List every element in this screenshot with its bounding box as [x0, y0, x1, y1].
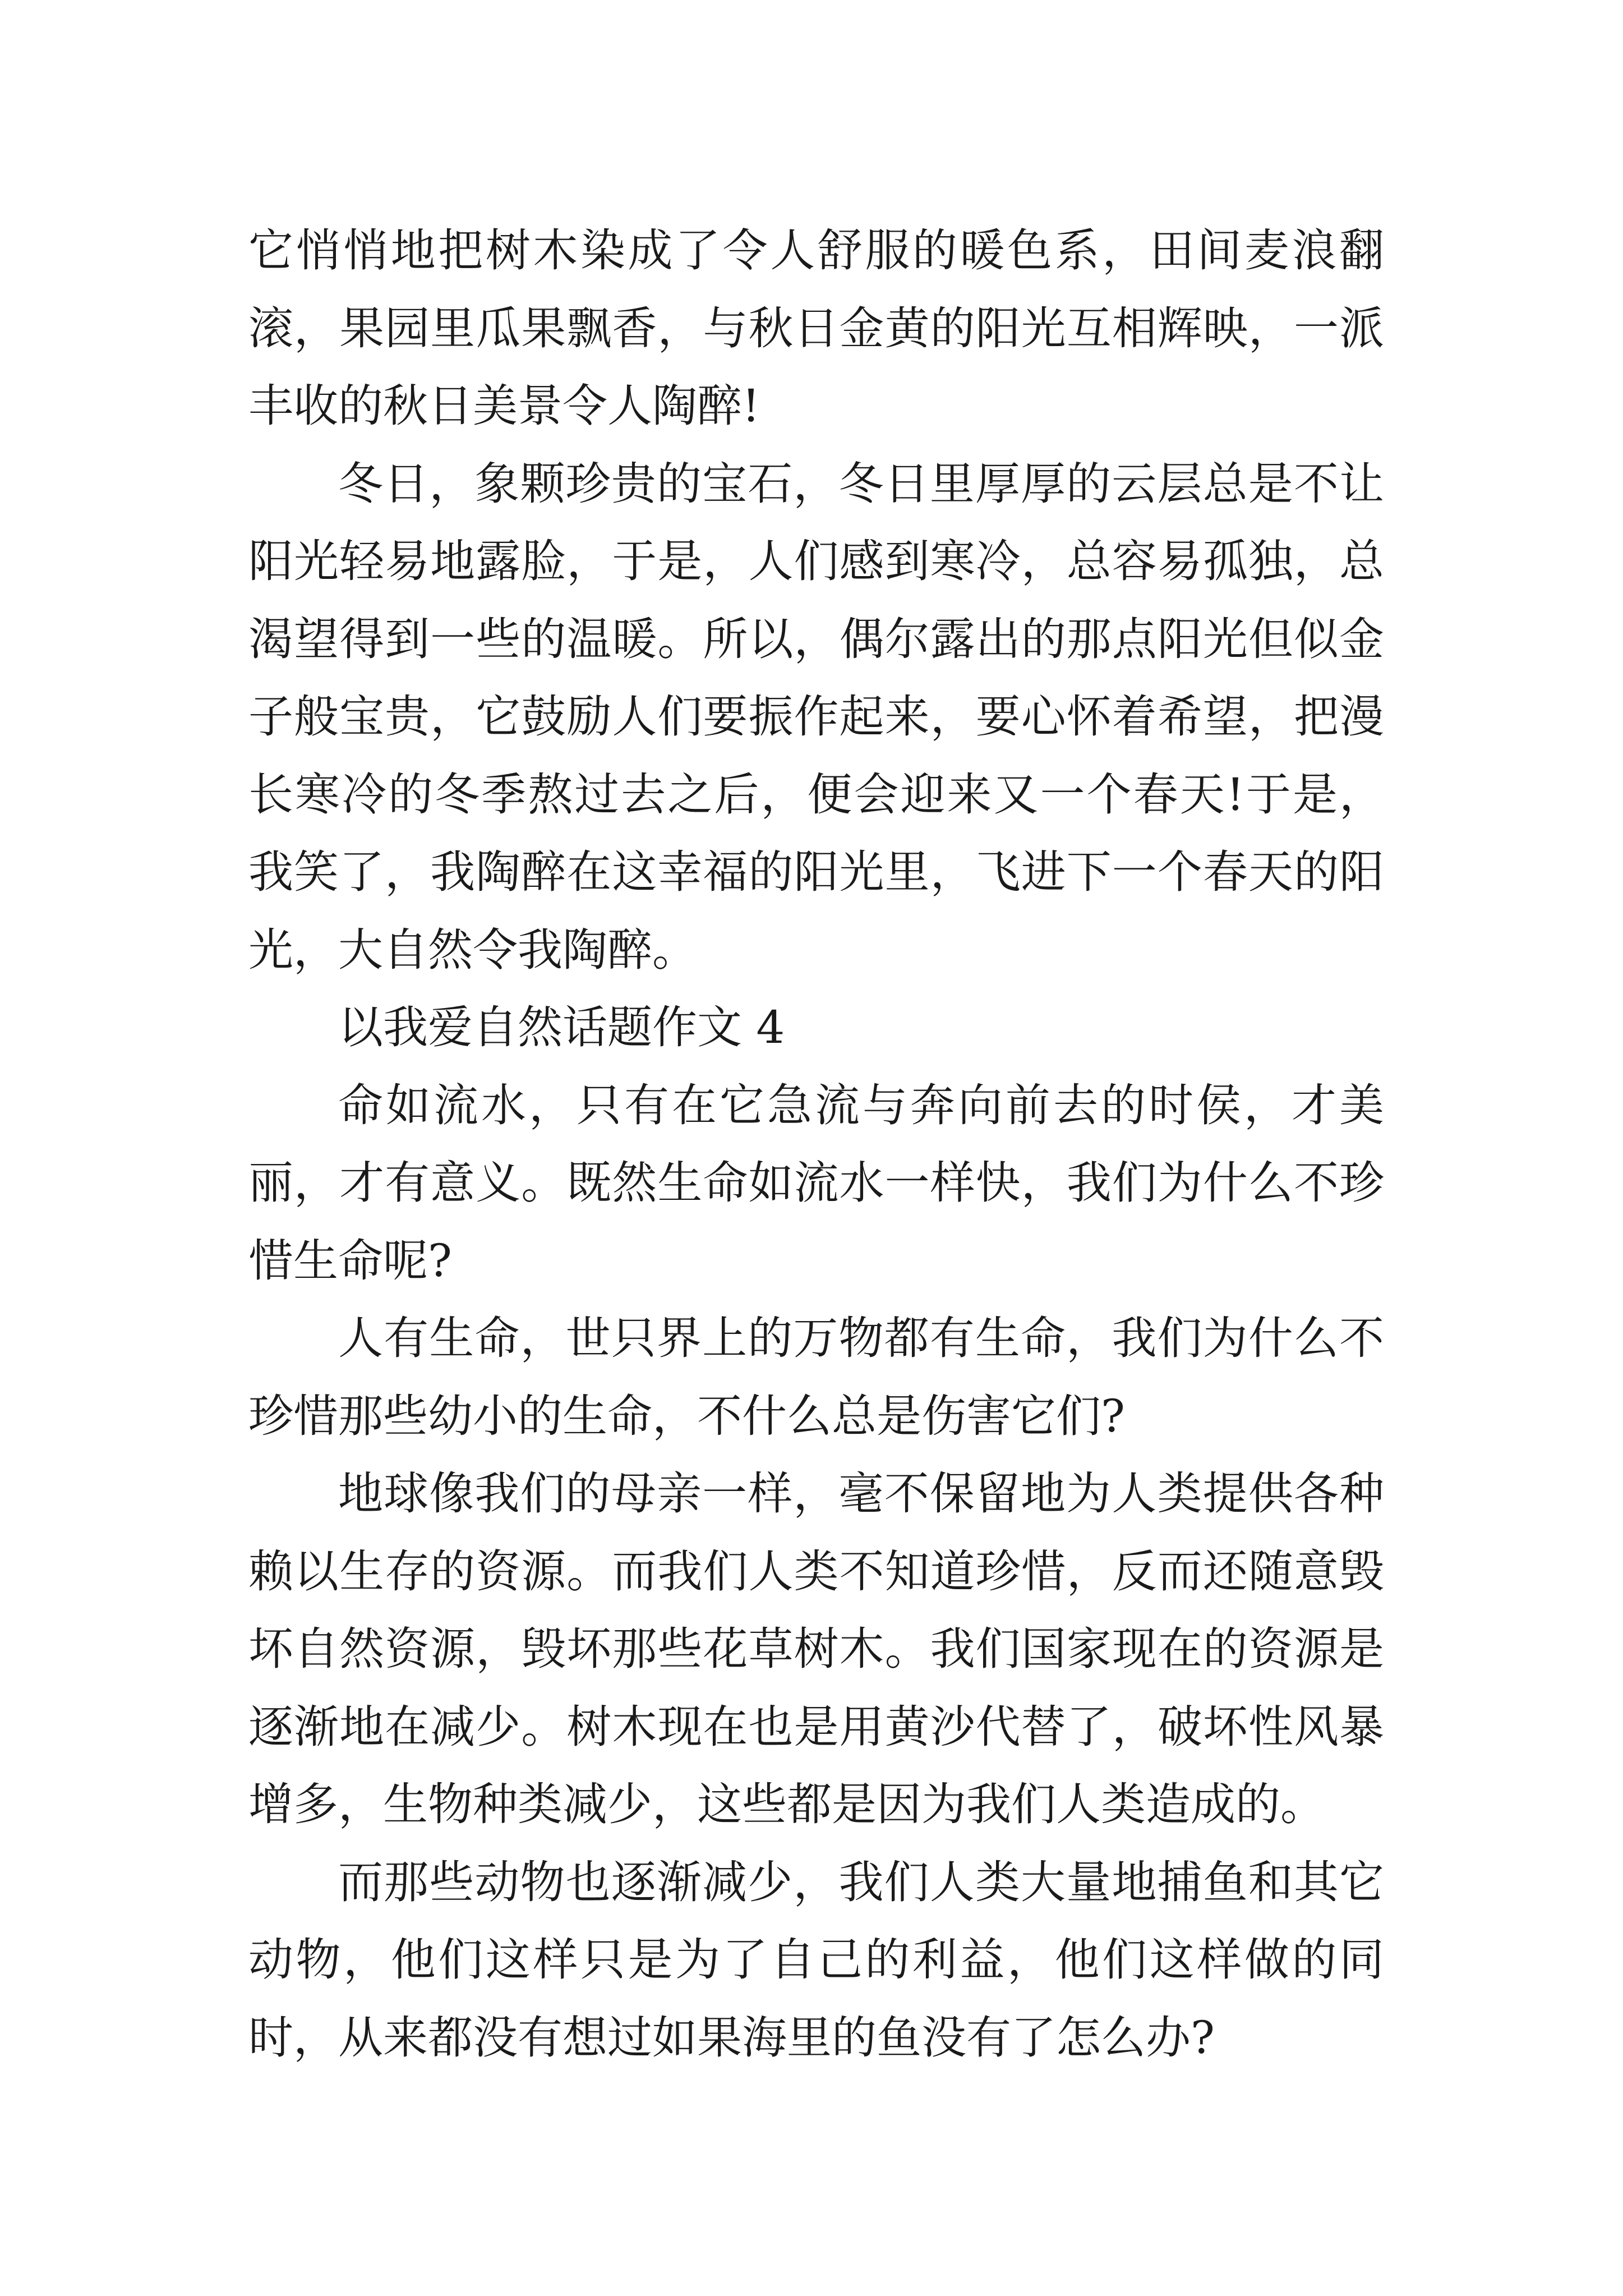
paragraph-autumn-end: 它悄悄地把树木染成了令人舒服的暖色系，田间麦浪翻滚，果园里瓜果飘香，与秋日金黄的阳光互相辉映，一派丰收的秋日美景令人陶醉! — [248, 224, 1384, 432]
paragraph-earth-resources: 地球像我们的母亲一样，毫不保留地为人类提供各种赖以生存的资源。而我们人类不知道珍惜，反而还随意毁坏自然资源，毁坏那些花草树木。我们国家现在的资源是逐渐地在减少。树木现在也是用黄沙代替了，破坏性风暴增多，生物种类减少，这些都是因为我们人类造成的。 — [248, 1467, 1384, 1830]
essay-heading: 以我爱自然话题作文 4 — [338, 1001, 785, 1053]
paragraph-winter: 冬日，象颗珍贵的宝石，冬日里厚厚的云层总是不让阳光轻易地露脸，于是，人们感到寒冷，总容易孤独，总渴望得到一些的温暖。所以，偶尔露出的那点阳光但似金子般宝贵，它鼓励人们要振作起来，要心怀着希望，把漫长寒冷的冬季熬过去之后，便会迎来又一个春天!于是，我笑了，我陶醉在这幸福的阳光里，飞进下一个春天的阳光，大自然令我陶醉。 — [248, 457, 1384, 976]
paragraph-life-water: 命如流水，只有在它急流与奔向前去的时侯，才美丽，才有意义。既然生命如流水一样快，我们为什么不珍惜生命呢? — [248, 1079, 1384, 1287]
document-body — [248, 212, 1384, 2077]
paragraph-all-life: 人有生命，世只界上的万物都有生命，我们为什么不珍惜那些幼小的生命，不什么总是伤害它们? — [248, 1312, 1384, 1442]
paragraph-animals: 而那些动物也逐渐减少，我们人类大量地捕鱼和其它动物，他们这样只是为了自己的利益，他们这样做的同时，从来都没有想过如果海里的鱼没有了怎么办? — [248, 1856, 1384, 2064]
